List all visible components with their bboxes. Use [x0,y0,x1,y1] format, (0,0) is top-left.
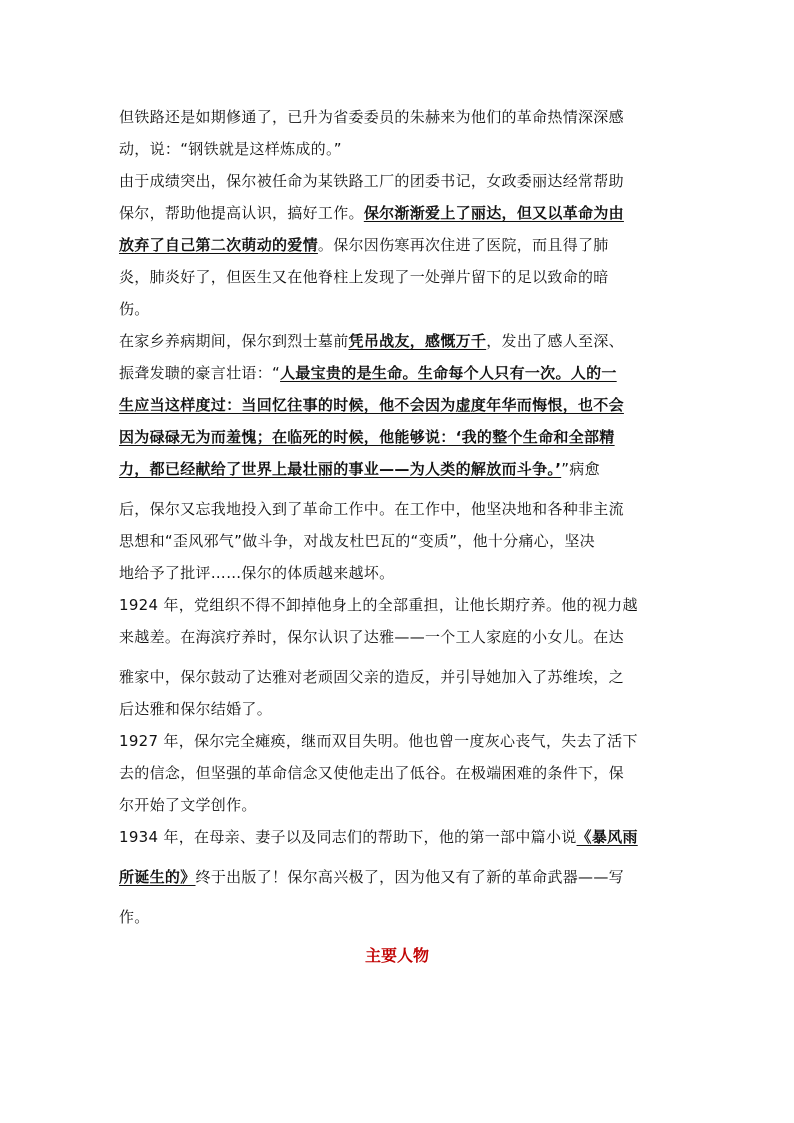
emphasis-text: 凭吊战友，感慨万千 [348,332,487,350]
text-line: 所诞生的》终于出版了！保尔高兴极了，因为他又有了新的革命武器——写 [119,868,624,886]
text-line: 在家乡养病期间，保尔到烈士墓前凭吊战友，感慨万千，发出了感人至深、 [119,332,624,350]
section-heading: 主要人物 [364,946,429,965]
quote-text: 因为碌碌无为而羞愧；在临死的时候，他能够说：‘我的整个生命和全部精 [119,428,615,446]
text-line: 1934 年，在母亲、妻子以及同志们的帮助下，他的第一部中篇小说《暴风雨 [119,828,638,846]
emphasis-text: 保尔渐渐爱上了丽达，但又以革命为由 [363,204,624,222]
text-line: 放弃了自己第二次萌动的爱情。保尔因伤寒再次住进了医院，而且得了肺 [119,236,609,254]
book-title: 所诞生的》 [119,868,196,886]
text-line: 尔开始了文学创作。 [119,796,257,814]
text-line: 来越差。在海滨疗养时，保尔认识了达雅——一个工人家庭的小女儿。在达 [119,628,624,646]
body-text [119,101,679,933]
text-line: 去的信念，但坚强的革命信念又使他走出了低谷。在极端困难的条件下，保 [119,764,624,782]
book-title: 《暴风雨 [576,828,638,846]
text-line: 由于成绩突出，保尔被任命为某铁路工厂的团委书记，女政委丽达经常帮助 [119,172,624,190]
text-line [119,389,679,421]
emphasis-text: 放弃了自己第二次萌动的爱情 [119,236,318,254]
text-line: 作。 [119,908,150,926]
text-line: 力，都已经献给了世界上最壮丽的事业——为人类的解放而斗争。’”病愈 [119,460,600,478]
quote-text: 力，都已经献给了世界上最壮丽的事业——为人类的解放而斗争。’ [119,460,562,478]
text-line: 但铁路还是如期修通了，已升为省委委员的朱赫来为他们的革命热情深深感 [119,108,624,126]
text-line: 伤。 [119,300,150,318]
text-line: 后达雅和保尔结婚了。 [119,700,273,718]
text-line: 炎，肺炎好了，但医生又在他脊柱上发现了一处弹片留下的足以致命的暗 [119,268,609,286]
text-line: 思想和“歪风邪气”做斗争，对战友杜巴瓦的“变质”，他十分痛心，坚决 [119,532,595,550]
text-line: 后，保尔又忘我地投入到了革命工作中。在工作中，他坚决地和各种非主流 [119,500,624,518]
text-line: 1927 年，保尔完全瘫痪，继而双目失明。他也曾一度灰心丧气，失去了活下 [119,732,638,750]
text-line: 保尔，帮助他提高认识，搞好工作。保尔渐渐爱上了丽达，但又以革命为由 [119,204,624,222]
quote-text: 人最宝贵的是生命。生命每个人只有一次。人的一 [280,364,617,382]
text-line: 地给予了批评……保尔的体质越来越坏。 [119,564,395,582]
text-line: 振聋发聩的豪言壮语：“人最宝贵的是生命。生命每个人只有一次。人的一 [119,364,617,382]
text-line: 动，说：“钢铁就是这样炼成的。” [119,140,342,158]
text-line: 雅家中，保尔鼓动了达雅对老顽固父亲的造反，并引导她加入了苏维埃，之 [119,668,624,686]
text-line: 1924 年，党组织不得不卸掉他身上的全部重担，让他长期疗养。他的视力越 [119,596,638,614]
text-line [119,421,679,453]
quote-text: 生应当这样度过：当回忆往事的时候，他不会因为虚度年华而悔恨，也不会 [119,396,624,414]
